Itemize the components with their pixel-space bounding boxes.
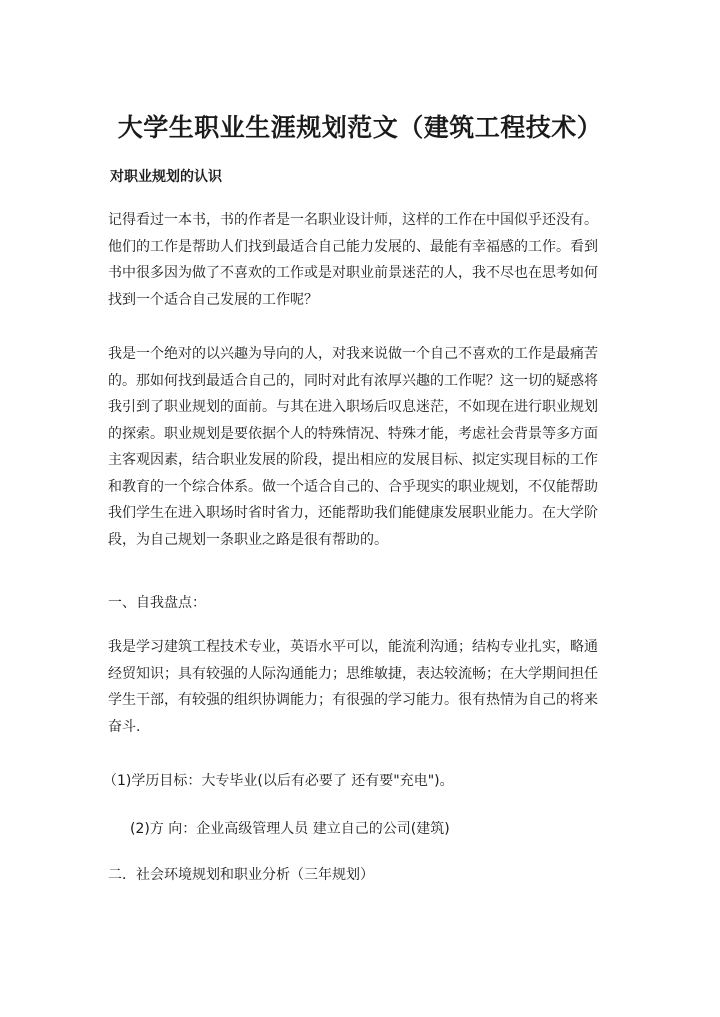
paragraph-line: 他们的工作是帮助人们找到最适合自己能力发展的、最能有幸福感的工作。看到 bbox=[108, 238, 598, 255]
education-goal-line: （1)学历目标：大专毕业(以后有必要了 还有要"充电")。 bbox=[103, 773, 454, 789]
paragraph-line: 我引到了职业规划的面前。与其在进入职场后叹息迷茫，不如现在进行职业规划 bbox=[108, 399, 598, 415]
paragraph-line: 的。那如何找到最适合自己的，同时对此有浓厚兴趣的工作呢？这一切的疑惑将 bbox=[108, 372, 598, 389]
paragraph-line: 找到一个适合自己发展的工作呢？ bbox=[108, 291, 318, 308]
paragraph-line: 记得看过一本书，书的作者是一名职业设计师，这样的工作在中国似乎还没有。 bbox=[108, 212, 598, 228]
section-heading-environment-analysis: 二．社会环境规划和职业分析（三年规划） bbox=[108, 867, 374, 883]
paragraph-line: 和教育的一个综合体系。做一个适合自己的、合乎现实的职业规划，不仅能帮助 bbox=[108, 478, 598, 495]
paragraph-line: 我们学生在进入职场时省时省力，还能帮助我们能健康发展职业能力。在大学阶 bbox=[108, 505, 598, 521]
section-heading-career-planning: 对职业规划的认识 bbox=[110, 169, 222, 185]
paragraph-line: 主客观因素，结合职业发展的阶段，提出相应的发展目标、拟定实现目标的工作 bbox=[108, 452, 598, 468]
paragraph-line: 书中很多因为做了不喜欢的工作或是对职业前景迷茫的人，我不尽也在思考如何 bbox=[108, 265, 598, 281]
paragraph-line: 奋斗. bbox=[108, 718, 141, 735]
section-heading-self-inventory: 一、自我盘点： bbox=[108, 595, 206, 611]
paragraph-line: 经贸知识；具有较强的人际沟通能力；思维敏捷，表达较流畅；在大学期间担任 bbox=[108, 665, 598, 682]
paragraph-interest bbox=[108, 341, 628, 553]
document-title: 大学生职业生涯规划范文（建筑工程技术） bbox=[117, 113, 603, 142]
paragraph-line: 段，为自己规划一条职业之路是很有帮助的。 bbox=[108, 531, 388, 548]
paragraph-self-assessment bbox=[108, 634, 628, 740]
career-direction-line: (2)方 向：企业高级管理人员 建立自己的公司(建筑) bbox=[130, 821, 450, 837]
paragraph-line: 学生干部，有较强的组织协调能力；有很强的学习能力。很有热情为自己的将来 bbox=[108, 692, 598, 708]
paragraph-line: 我是学习建筑工程技术专业，英语水平可以，能流利沟通；结构专业扎实，略通 bbox=[108, 639, 598, 655]
paragraph-intro bbox=[108, 207, 628, 313]
paragraph-line: 的探索。职业规划是要依据个人的特殊情况、特殊才能，考虑社会背景等多方面 bbox=[108, 425, 598, 442]
paragraph-line: 我是一个绝对的以兴趣为导向的人，对我来说做一个自己不喜欢的工作是最痛苦 bbox=[108, 346, 598, 362]
